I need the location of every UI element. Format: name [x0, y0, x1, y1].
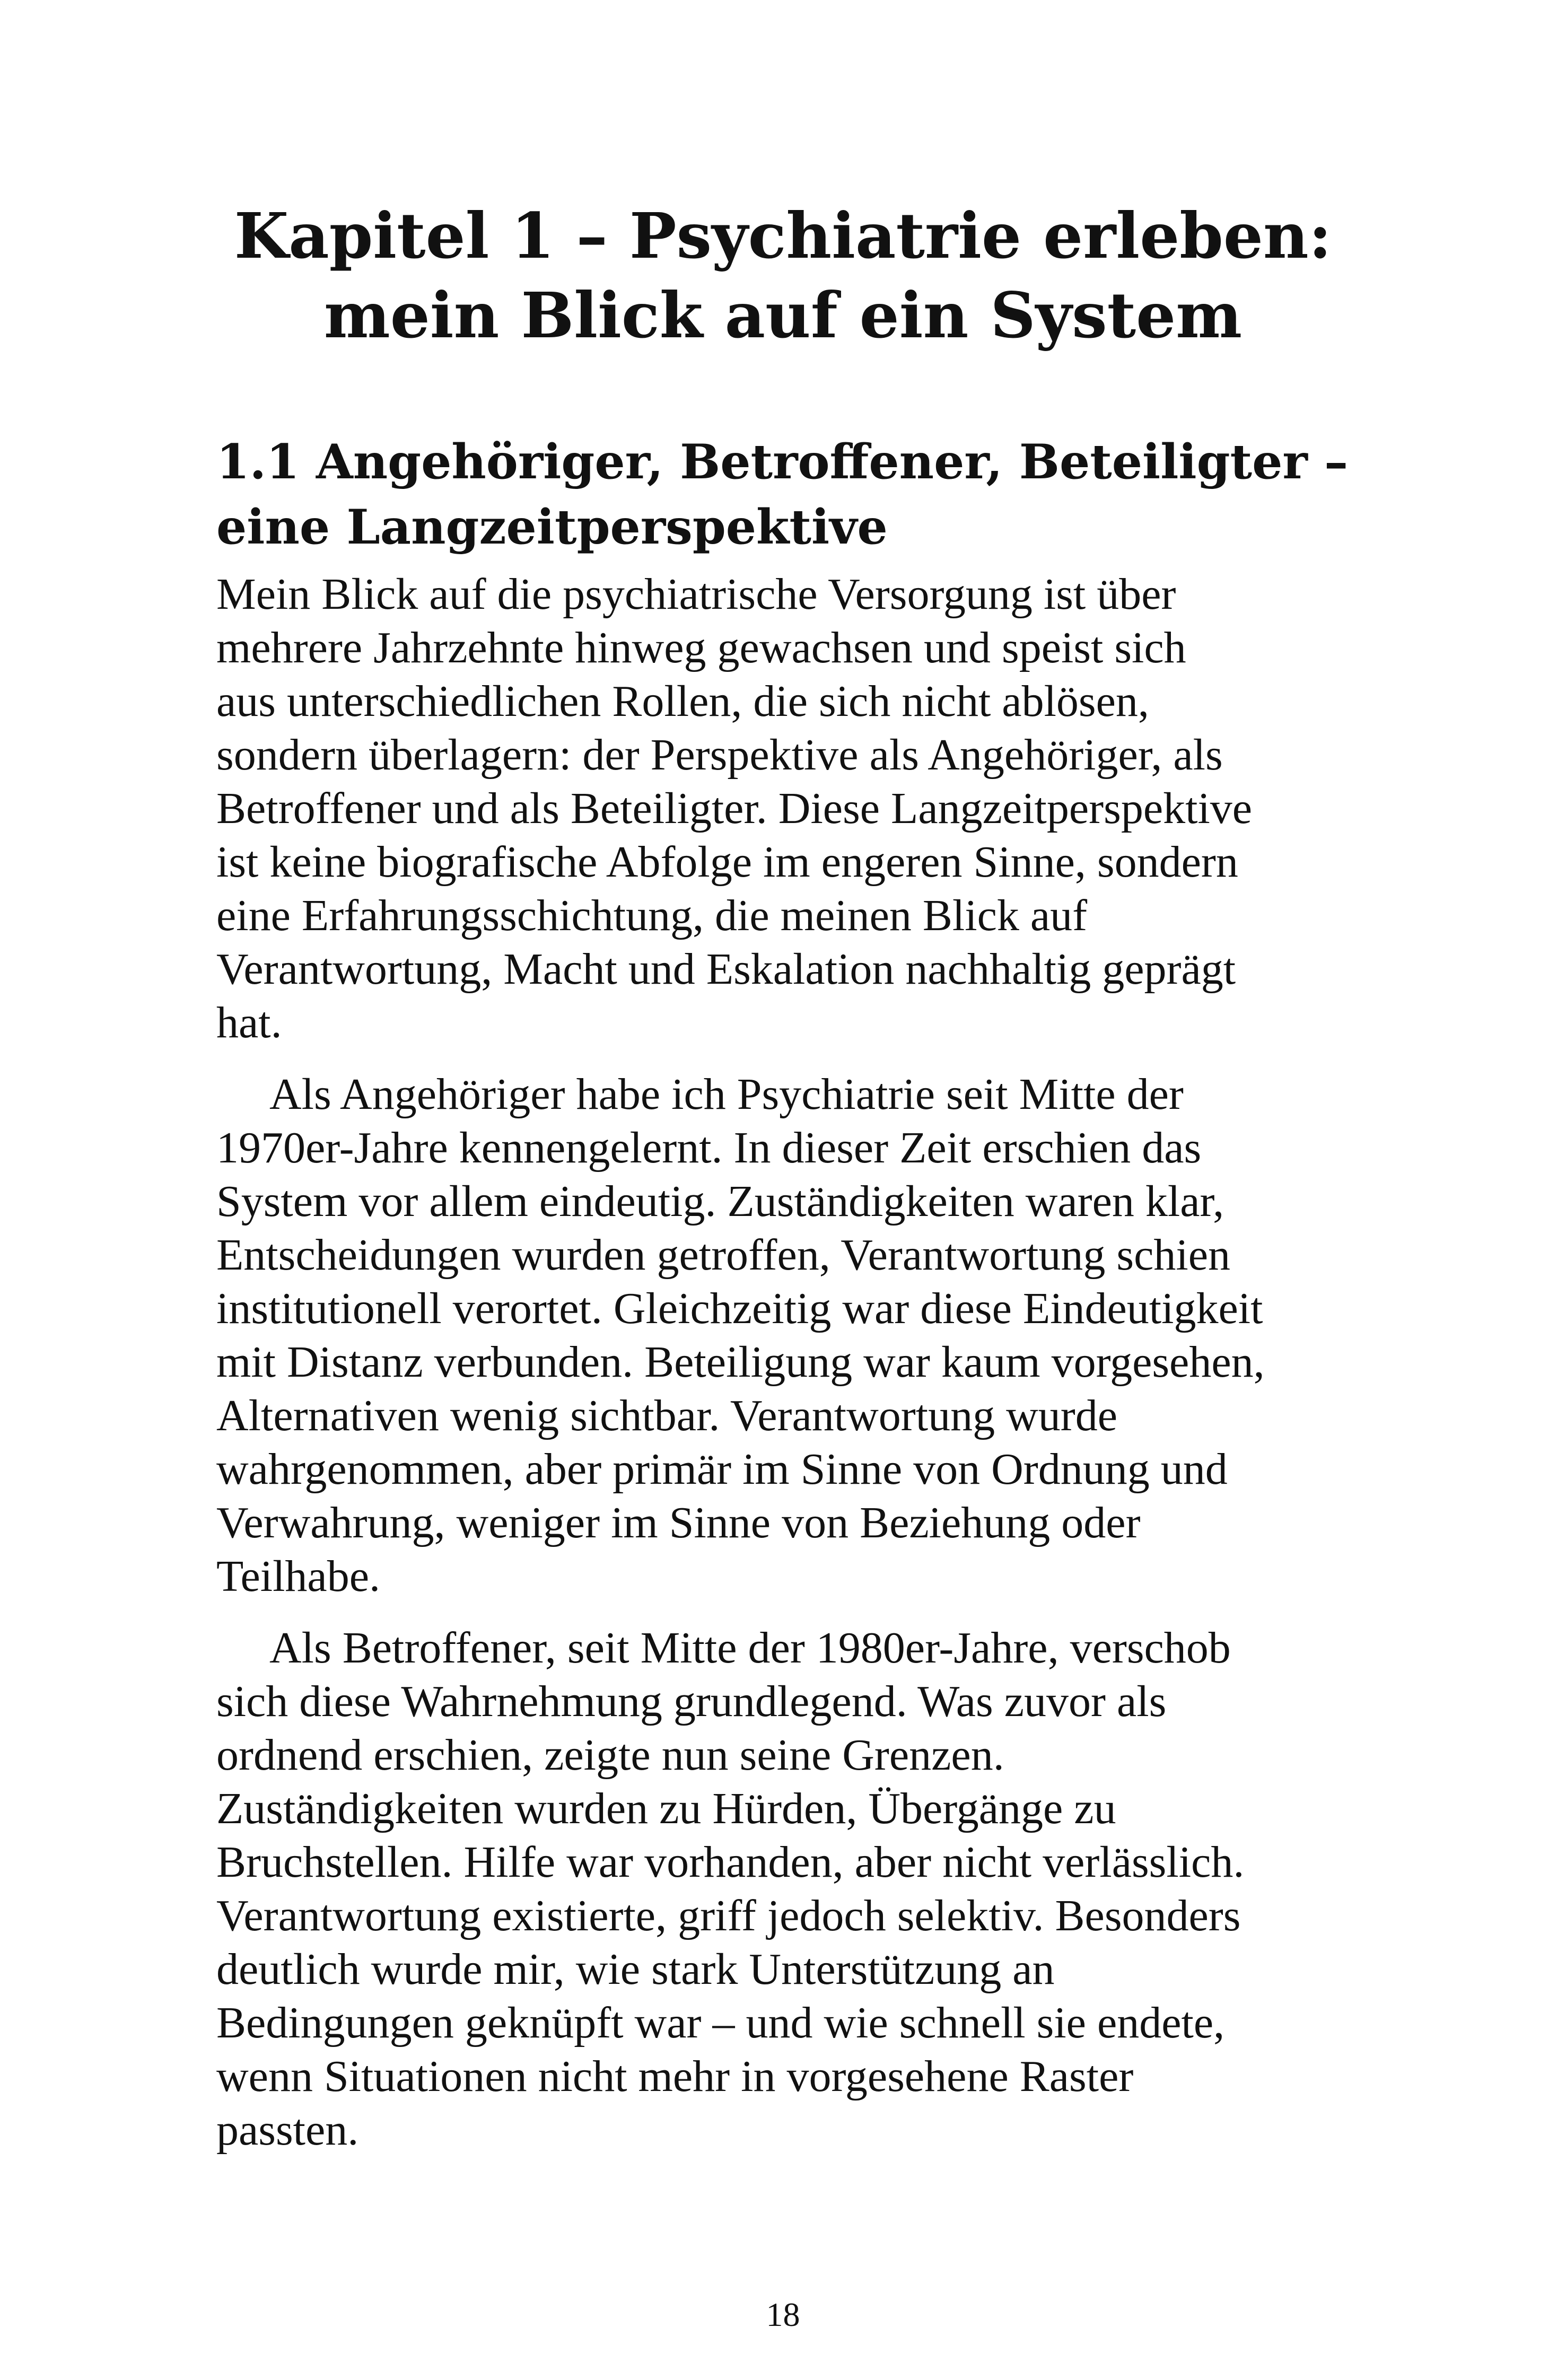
text-line: Betroffener und als Beteiligter. Diese Langzeitperspektive	[216, 784, 1253, 833]
paragraph-1	[216, 567, 1404, 1049]
section-title-line: 1.1 Angehöriger, Betroffener, Beteiligter –	[216, 434, 1349, 490]
chapter-title-line: mein Blick auf ein System	[323, 278, 1243, 352]
text-line: Entscheidungen wurden getroffen, Verantwortung schien	[216, 1230, 1231, 1280]
text-line: Teilhabe.	[216, 1552, 380, 1601]
text-line: eine Erfahrungsschichtung, die meinen Blick auf	[216, 891, 1088, 940]
chapter-title-line: Kapitel 1 – Psychiatrie erleben:	[234, 199, 1332, 273]
text-line: System vor allem eindeutig. Zuständigkeiten waren klar,	[216, 1177, 1224, 1226]
text-line: Bruchstellen. Hilfe war vorhanden, aber nicht verlässlich.	[216, 1838, 1245, 1887]
text-line: Verantwortung, Macht und Eskalation nachhaltig geprägt	[216, 944, 1236, 994]
text-line: Bedingungen geknüpft war – und wie schnell sie endete,	[216, 1998, 1225, 2048]
chapter-title	[159, 196, 1407, 355]
text-line: wenn Situationen nicht mehr in vorgesehene Raster	[216, 2052, 1134, 2101]
text-line: sich diese Wahrnehmung grundlegend. Was zuvor als	[216, 1677, 1167, 1726]
text-line: passten.	[216, 2105, 359, 2155]
section-title-line: eine Langzeitperspektive	[216, 499, 888, 555]
page-number: 18	[766, 2296, 800, 2333]
paragraph-2	[216, 1068, 1404, 1603]
text-line: deutlich wurde mir, wie stark Unterstützung an	[216, 1945, 1055, 1994]
text-line: Verantwortung existierte, griff jedoch selektiv. Besonders	[216, 1891, 1241, 1940]
text-line: Mein Blick auf die psychiatrische Versorgung ist über	[216, 570, 1176, 619]
body-text	[216, 567, 1404, 2175]
text-line: ordnend erschien, zeigte nun seine Grenzen.	[216, 1730, 1004, 1780]
section-title	[216, 430, 1410, 560]
text-line: wahrgenommen, aber primär im Sinne von Ordnung und	[216, 1445, 1228, 1494]
text-line: ist keine biografische Abfolge im engeren Sinne, sondern	[216, 837, 1238, 887]
text-line: Alternativen wenig sichtbar. Verantwortung wurde	[216, 1391, 1117, 1440]
text-line: aus unterschiedlichen Rollen, die sich nicht ablösen,	[216, 677, 1149, 726]
text-line: mit Distanz verbunden. Beteiligung war kaum vorgesehen,	[216, 1337, 1265, 1387]
text-line: hat.	[216, 998, 282, 1047]
text-line: Als Angehöriger habe ich Psychiatrie seit Mitte der	[269, 1070, 1184, 1119]
text-line: Als Betroffener, seit Mitte der 1980er-Jahre, verschob	[269, 1623, 1231, 1673]
text-line: institutionell verortet. Gleichzeitig war diese Eindeutigkeit	[216, 1284, 1263, 1333]
text-line: Verwahrung, weniger im Sinne von Beziehung oder	[216, 1498, 1141, 1547]
paragraph-3	[216, 1621, 1404, 2157]
text-line: mehrere Jahrzehnte hinweg gewachsen und speist sich	[216, 623, 1186, 672]
text-line: 1970er-Jahre kennengelernt. In dieser Zeit erschien das	[216, 1123, 1202, 1172]
text-line: Zuständigkeiten wurden zu Hürden, Übergänge zu	[216, 1784, 1116, 1833]
text-line: sondern überlagern: der Perspektive als Angehöriger, als	[216, 730, 1223, 780]
